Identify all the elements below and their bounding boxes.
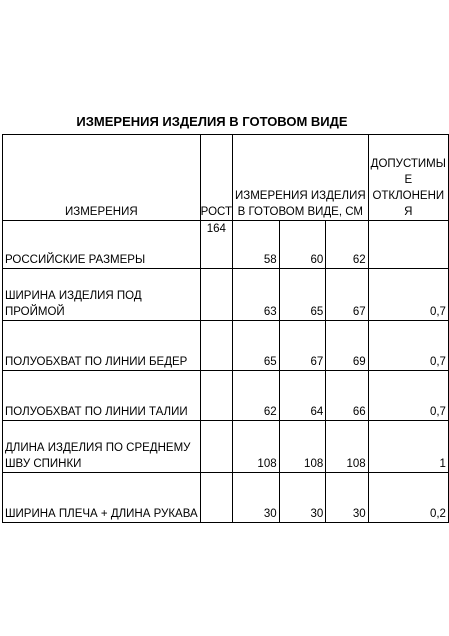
table-row <box>3 371 449 421</box>
height-empty-cell <box>200 473 232 523</box>
row-value-2: 30 <box>279 473 326 523</box>
row-label <box>3 371 201 421</box>
header-tolerance-line4: Я <box>404 206 413 218</box>
row-value-3: 67 <box>326 269 368 321</box>
row-value-2: 108 <box>279 421 326 473</box>
row-tolerance: 0,7 <box>368 269 448 321</box>
header-measurements: ИЗМЕРЕНИЯ <box>3 135 201 221</box>
measurements-table <box>2 134 449 523</box>
row-value-2: 65 <box>279 269 326 321</box>
table-row <box>3 269 449 321</box>
row-label <box>3 221 201 269</box>
row-value-2: 67 <box>279 321 326 371</box>
height-empty-cell <box>200 421 232 473</box>
row-label <box>3 421 201 473</box>
row-label <box>3 473 201 523</box>
row-label-line1: ШИРИНА ИЗДЕЛИЯ ПОД <box>5 290 142 302</box>
row-value-3: 66 <box>326 371 368 421</box>
row-label <box>3 321 201 371</box>
header-finished-line1: ИЗМЕРЕНИЯ ИЗДЕЛИЯ <box>234 190 366 202</box>
header-row <box>3 135 449 221</box>
header-finished-measurements <box>232 135 368 221</box>
height-value: 164 <box>200 221 232 269</box>
table-row <box>3 473 449 523</box>
row-value-2: 64 <box>279 371 326 421</box>
row-tolerance <box>368 221 448 269</box>
row-label <box>3 269 201 321</box>
header-finished-line2: В ГОТОВОМ ВИДЕ, СМ <box>237 206 364 218</box>
row-value-1: 58 <box>232 221 279 269</box>
height-empty-cell <box>200 269 232 321</box>
row-tolerance: 0,7 <box>368 371 448 421</box>
row-label-line2: ШВУ СПИНКИ <box>5 458 82 470</box>
header-tolerance-line2: Е <box>404 174 413 186</box>
table-row <box>3 321 449 371</box>
row-value-1: 30 <box>232 473 279 523</box>
row-value-3: 62 <box>326 221 368 269</box>
row-value-1: 62 <box>232 371 279 421</box>
row-value-1: 63 <box>232 269 279 321</box>
row-tolerance: 0,7 <box>368 321 448 371</box>
row-tolerance: 0,2 <box>368 473 448 523</box>
row-value-1: 108 <box>232 421 279 473</box>
row-label-line2: ПОЛУОБХВАТ ПО ЛИНИИ ТАЛИИ <box>5 406 188 418</box>
row-value-2: 60 <box>279 221 326 269</box>
row-label-line2: РОССИЙСКИЕ РАЗМЕРЫ <box>5 254 146 266</box>
row-label-line2: ШИРИНА ПЛЕЧА + ДЛИНА РУКАВА <box>5 508 198 520</box>
row-label-line1: ДЛИНА ИЗДЕЛИЯ ПО СРЕДНЕМУ <box>5 442 191 454</box>
page-title: ИЗМЕРЕНИЯ ИЗДЕЛИЯ В ГОТОВОМ ВИДЕ <box>76 114 348 129</box>
row-label-line2: ПОЛУОБХВАТ ПО ЛИНИИ БЕДЕР <box>5 356 188 368</box>
header-tolerance-line1: ДОПУСТИМЫ <box>370 158 446 170</box>
header-height: РОСТ <box>200 135 232 221</box>
header-tolerance <box>368 135 448 221</box>
row-value-3: 108 <box>326 421 368 473</box>
table-row <box>3 221 449 269</box>
row-value-1: 65 <box>232 321 279 371</box>
row-value-3: 69 <box>326 321 368 371</box>
height-empty-cell <box>200 371 232 421</box>
row-label-line2: ПРОЙМОЙ <box>5 306 65 318</box>
header-tolerance-line3: ОТКЛОНЕНИ <box>372 190 445 202</box>
row-tolerance: 1 <box>368 421 448 473</box>
table-row <box>3 421 449 473</box>
row-value-3: 30 <box>326 473 368 523</box>
height-empty-cell <box>200 321 232 371</box>
